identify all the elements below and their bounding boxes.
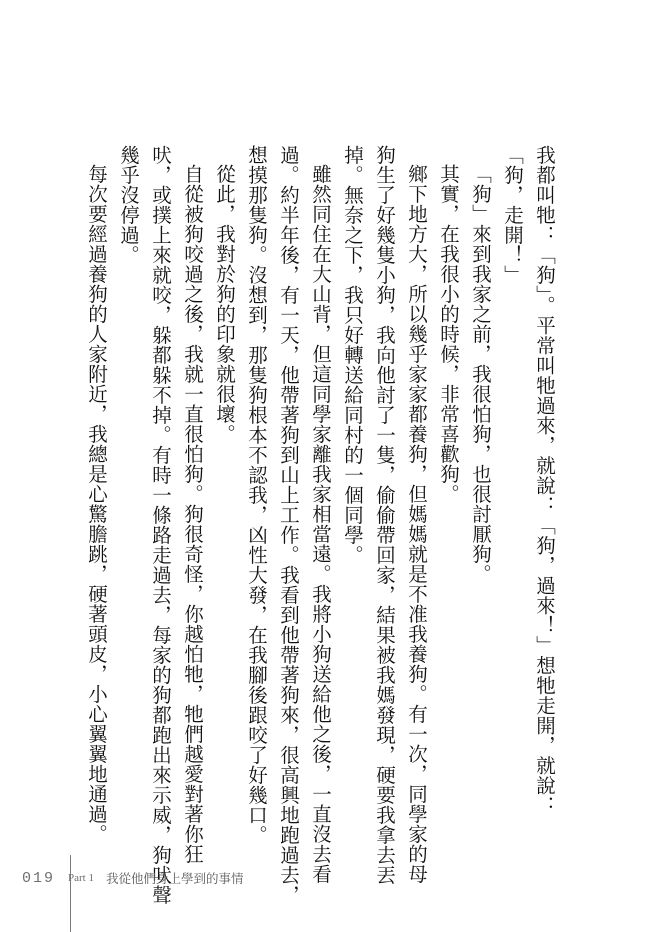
text-column-10: 想摸那隻狗。沒想到，那隻狗根本不認我，凶性大發，在我腳後跟咬了好幾口。 bbox=[245, 145, 268, 845]
text-column-12: 自從被狗咬過之後，我就一直很怕狗。狗很奇怪，你越怕牠，牠們越愛對著你狂 bbox=[181, 164, 204, 864]
text-column-4: 其實，在我很小的時候，非常喜歡狗。 bbox=[437, 164, 460, 504]
chapter-title: 我從他們身上學到的事情 bbox=[106, 871, 244, 886]
part-label: Part 1 bbox=[68, 872, 94, 884]
text-column-15: 每次要經過養狗的人家附近，我總是心驚膽跳，硬著頭皮，小心翼翼地通過。 bbox=[85, 164, 108, 844]
text-column-7: 掉。無奈之下，我只好轉送給同村的一個同學。 bbox=[341, 145, 364, 565]
text-column-3: 「狗」來到我家之前，我很怕狗，也很討厭狗。 bbox=[469, 164, 492, 584]
page-number: 019 bbox=[22, 869, 56, 887]
text-column-1: 我都叫牠：「狗」。平常叫牠過來，就說：「狗，過來！」想牠走開，就說： bbox=[533, 145, 556, 816]
text-column-8: 雖然同住在大山背，但這同學家離我家相當遠。我將小狗送給他之後，一直沒去看 bbox=[309, 164, 332, 884]
text-column-14: 幾乎沒停過。 bbox=[117, 145, 140, 265]
text-column-13: 吠，或撲上來就咬，躲都躲不掉。有時一條路走過去，每家的狗都跑出來示威，狗吠聲 bbox=[149, 145, 172, 905]
text-column-6: 狗生了好幾隻小狗，我向他討了一隻，偷偷帶回家，結果被我媽發現，硬要我拿去丟 bbox=[373, 145, 396, 885]
text-column-2: 「狗，走開！」 bbox=[501, 145, 524, 285]
page-footer bbox=[22, 867, 244, 889]
text-column-5: 鄉下地方大，所以幾乎家家都養狗，但媽媽就是不准我養狗。有一次，同學家的母 bbox=[405, 164, 428, 884]
text-column-11: 從此，我對於狗的印象就很壞。 bbox=[213, 164, 236, 444]
text-column-9: 過。約半年後，有一天，他帶著狗到山上工作。我看到他帶著狗來，很高興地跑過去， bbox=[277, 145, 300, 905]
